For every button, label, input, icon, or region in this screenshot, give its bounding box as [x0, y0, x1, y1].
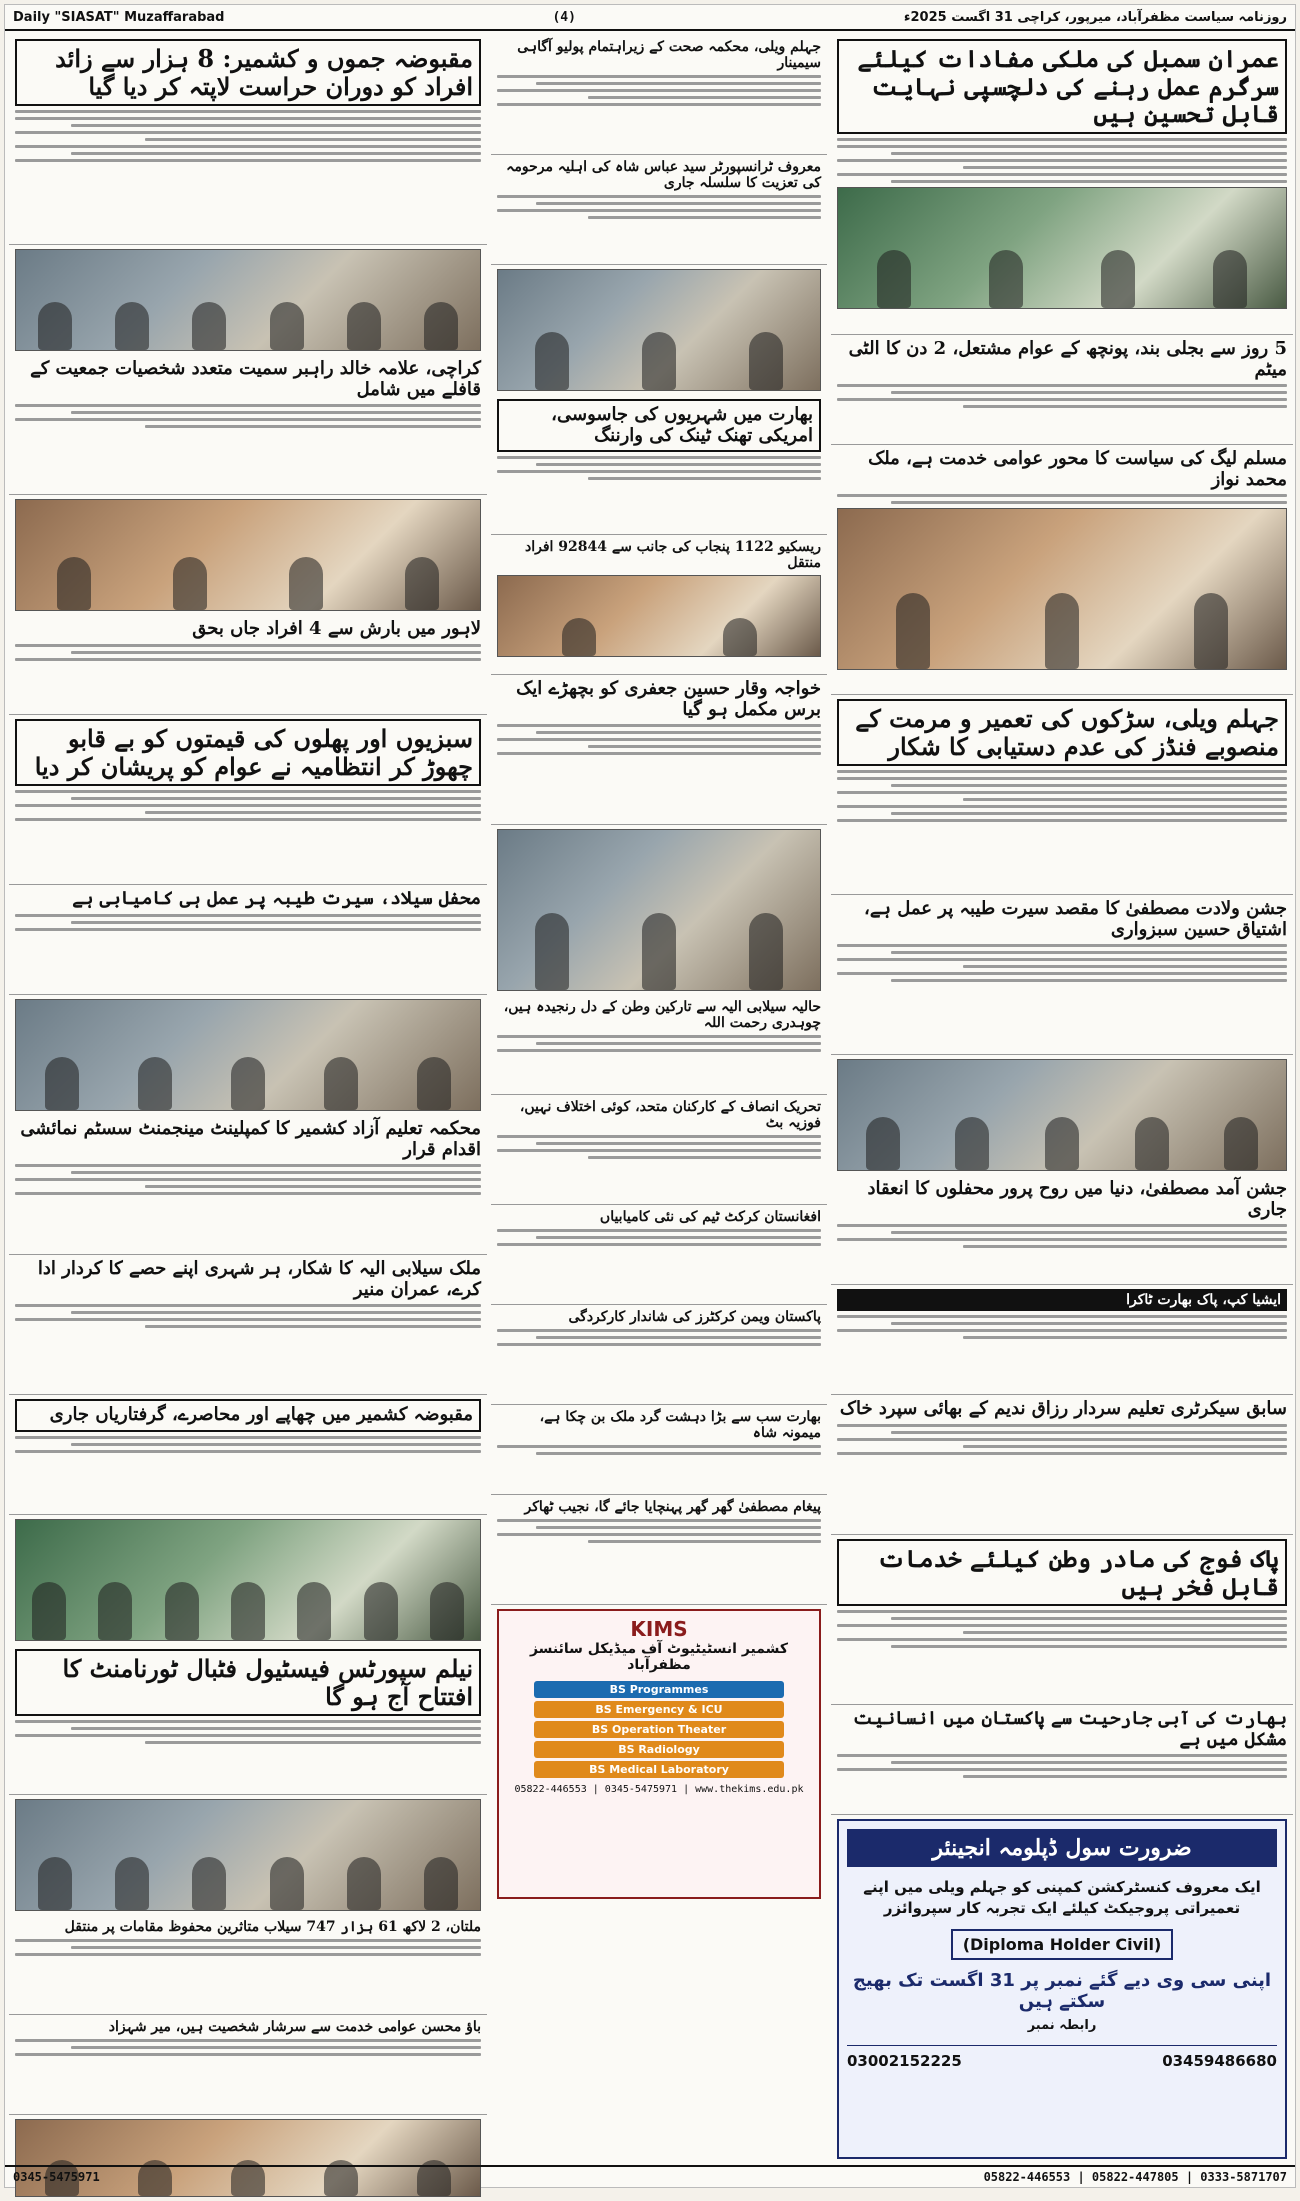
kims-program-list [505, 1681, 813, 1778]
middle-column [491, 35, 827, 1903]
headline-m10: بھارت سب سے بڑا دہشت گرد ملک بن چکا ہے، میمونہ شاہ [539, 1409, 821, 1442]
story-r5 [831, 895, 1293, 1055]
masthead-urdu-title: روزنامہ سیاست مظفرآباد، میرپور، کراچی 31 اگست 2025ء [903, 9, 1287, 25]
right-column [831, 35, 1293, 2163]
ad-contact-label: رابطہ نمبر [1027, 2018, 1097, 2033]
headline-r8: سابق سیکرٹری تعلیم سردار رزاق ندیم کے بھائی سپرد خاک [839, 1398, 1287, 1419]
left-column [9, 35, 487, 2201]
masthead [5, 5, 1295, 31]
story-r1 [831, 35, 1293, 335]
headline-m5: خواجہ وقار حسین جعفری کو بچھڑے ایک برس مکمل ہو گیا [516, 678, 821, 720]
story-r8 [831, 1395, 1293, 1535]
headline-r7: ایشیا کپ، پاک بھارت ٹاکرا [837, 1289, 1287, 1311]
kims-program: BS Medical Laboratory [534, 1761, 784, 1778]
story-l2 [9, 355, 487, 495]
kims-advertisement [497, 1609, 821, 1899]
headline-l6: محکمہ تعلیم آزاد کشمیر کا کمپلینٹ مینجمنٹ سسٹم نمائشی اقدام قرار [20, 1118, 481, 1160]
headline-l9: نیلم سپورٹس فیسٹیول فٹبال ٹورنامنٹ کا افتتاح آج ہو گا [15, 1649, 481, 1716]
story-l11 [9, 2015, 487, 2115]
story-l5 [9, 885, 487, 995]
headline-r3: مسلم لیگ کی سیاست کا محور عوامی خدمت ہے، ملک محمد نواز [868, 448, 1287, 490]
story-l6 [9, 1115, 487, 1255]
headline-r5: جشن ولادت مصطفیٰ کا مقصد سیرت طیبہ پر عمل ہے، اشتیاق حسین سبزواری [864, 898, 1287, 940]
headline-l7: ملک سیلابی الیہ کا شکار، ہر شہری اپنے حصے کا کردار ادا کرے، عمران منیر [37, 1258, 481, 1300]
headline-l3: لاہور میں بارش سے 4 افراد جاں بحق [192, 618, 481, 639]
photo-elders [15, 249, 481, 351]
ad-tag: (Diploma Holder Civil) [951, 1929, 1174, 1960]
ad-title: ضرورت سول ڈپلومہ انجینئر [847, 1829, 1277, 1867]
story-m10 [491, 1405, 827, 1495]
headline-l4: سبزیوں اور پھلوں کی قیمتوں کو بے قابو چھوڑ کر انتظامیہ نے عوام کو پریشان کر دیا [15, 719, 481, 786]
photo-press-conference [837, 187, 1287, 309]
story-m11 [491, 1495, 827, 1605]
story-l10 [9, 1915, 487, 2015]
photo-gathering [497, 269, 821, 391]
story-r4 [831, 695, 1293, 895]
story-l8 [9, 1395, 487, 1515]
story-r2 [831, 335, 1293, 445]
story-l9 [9, 1645, 487, 1795]
photo-shop [497, 575, 821, 657]
headline-m9: پاکستان ویمن کرکٹرز کی شاندار کارکردگی [568, 1309, 821, 1325]
story-m6 [491, 995, 827, 1095]
headline-l5: محفل سیلاد، سیرت طیبہ پر عمل ہی کامیابی ہے [72, 888, 481, 909]
kims-institute-name: کشمیر انسٹیٹیوٹ آف میڈیکل سائنسز مظفرآباد [529, 1641, 789, 1673]
headline-r1: عمران سمبل کی ملکی مفادات کیلئے سرگرم عمل رہنے کی دلچسپی نہایت قابل تحسین ہیں [837, 39, 1287, 134]
page-number: (4) [552, 9, 576, 25]
ad-body: ایک معروف کنسٹرکشن کمپنی کو جہلم ویلی میں اپنے تعمیراتی پروجیکٹ کیلئے ایک تجربہ کار سپروائزر [863, 1878, 1261, 1917]
story-m2 [491, 155, 827, 265]
story-m1 [491, 35, 827, 155]
headline-r9: پاک فوج کی مادر وطن کیلئے خدمات قابل فخر ہیں [837, 1539, 1287, 1606]
story-m4 [491, 535, 827, 675]
footer-left: 0345-5475971 [13, 2170, 100, 2184]
headline-m11: پیغام مصطفیٰ گھر گھر پہنچایا جائے گا، نجیب ٹھاکر [524, 1499, 821, 1515]
photo-relief-camp [837, 508, 1287, 670]
story-m7 [491, 1095, 827, 1205]
photo-funeral-prayer [15, 1799, 481, 1911]
newspaper-page [4, 4, 1296, 2188]
kims-logo-text: KIMS [630, 1617, 688, 1641]
headline-l8: مقبوضہ کشمیر میں چھاپے اور محاصرے، گرفتاریاں جاری [15, 1399, 481, 1432]
story-r10 [831, 1705, 1293, 1815]
story-r9 [831, 1535, 1293, 1705]
story-l3 [9, 615, 487, 715]
headline-m3: بھارت میں شہریوں کی جاسوسی، امریکی تھنک ٹینک کی وارننگ [497, 399, 821, 452]
headline-m4: ریسکیو 1122 پنجاب کی جانب سے 92844 افراد منتقل [524, 539, 821, 572]
headline-m2: معروف ٹرانسپورٹر سید عباس شاہ کی اہلیہ مرحومہ کی تعزیت کا سلسلہ جاری [506, 159, 821, 192]
headline-m1: جہلم ویلی، محکمہ صحت کے زیراہتمام پولیو آگاہی سیمینار [517, 39, 821, 72]
ad-phone-2: 03459486680 [1162, 2052, 1277, 2070]
headline-m8: افغانستان کرکٹ ٹیم کی نئی کامیابیاں [599, 1209, 821, 1225]
story-m5 [491, 675, 827, 825]
photo-office-meeting [15, 499, 481, 611]
ad-phones [847, 2045, 1277, 2070]
story-r6 [831, 1175, 1293, 1285]
ad-phone-1: 03002152225 [847, 2052, 962, 2070]
headline-l2: کراچی، علامہ خالد راہبر سمیت متعدد شخصیات جمعیت کے قافلے میں شامل [30, 358, 481, 400]
photo-meeting [837, 1059, 1287, 1171]
headline-r10: بھارت کی آبی جارحیت سے پاکستان میں انسانیت مشکل میں ہے [852, 1708, 1287, 1750]
headline-r6: جشن آمد مصطفیٰ، دنیا میں روح پرور محفلوں کا انعقاد جاری [867, 1178, 1287, 1220]
photo-portrait-group [497, 829, 821, 991]
story-m3 [491, 395, 827, 535]
footer [5, 2165, 1295, 2187]
footer-right: 05822-446553 | 05822-447805 | 0333-5871707 [983, 2170, 1287, 2184]
kims-contact: 05822-446553 | 0345-5475971 | www.thekims.edu.pk [514, 1784, 804, 1795]
headline-l11: باؤ محسن عوامی خدمت سے سرشار شخصیت ہیں، میر شہزاد [108, 2019, 481, 2035]
photo-religious-gathering [15, 999, 481, 1111]
story-r7 [831, 1285, 1293, 1395]
story-r3 [831, 445, 1293, 695]
kims-program: BS Operation Theater [534, 1721, 784, 1738]
headline-m7: تحریک انصاف کے کارکنان متحد، کوئی اختلاف نہیں، فوزیہ بٹ [519, 1099, 821, 1132]
story-l7 [9, 1255, 487, 1395]
story-l1 [9, 35, 487, 245]
kims-program: BS Programmes [534, 1681, 784, 1698]
headline-l1: مقبوضہ جموں و کشمیر: 8 ہزار سے زائد افراد کو دوران حراست لاپتہ کر دیا گیا [15, 39, 481, 106]
story-m8 [491, 1205, 827, 1305]
ad-foot: اپنی سی وی دیے گئے نمبر پر 31 اگست تک بھیج سکتے ہیں [852, 1970, 1272, 2012]
masthead-english-title: Daily "SIASAT" Muzaffarabad [13, 9, 225, 25]
story-m9 [491, 1305, 827, 1405]
headline-m6: حالیہ سیلابی الیہ سے تارکین وطن کے دل رنجیدہ ہیں، چوہدری رحمت اللہ [503, 999, 821, 1032]
story-l4 [9, 715, 487, 885]
kims-program: BS Radiology [534, 1741, 784, 1758]
job-advertisement [837, 1819, 1287, 2159]
photo-crowd [15, 1519, 481, 1641]
headline-l10: ملتان، 2 لاکھ 61 ہزار 747 سیلاب متاثرین محفوظ مقامات پر منتقل [64, 1919, 481, 1935]
headline-r2: 5 روز سے بجلی بند، پونچھ کے عوام مشتعل، 2 دن کا الٹی میٹم [848, 338, 1287, 380]
headline-r4: جہلم ویلی، سڑکوں کی تعمیر و مرمت کے منصوبے فنڈز کی عدم دستیابی کا شکار [837, 699, 1287, 766]
kims-program: BS Emergency & ICU [534, 1701, 784, 1718]
